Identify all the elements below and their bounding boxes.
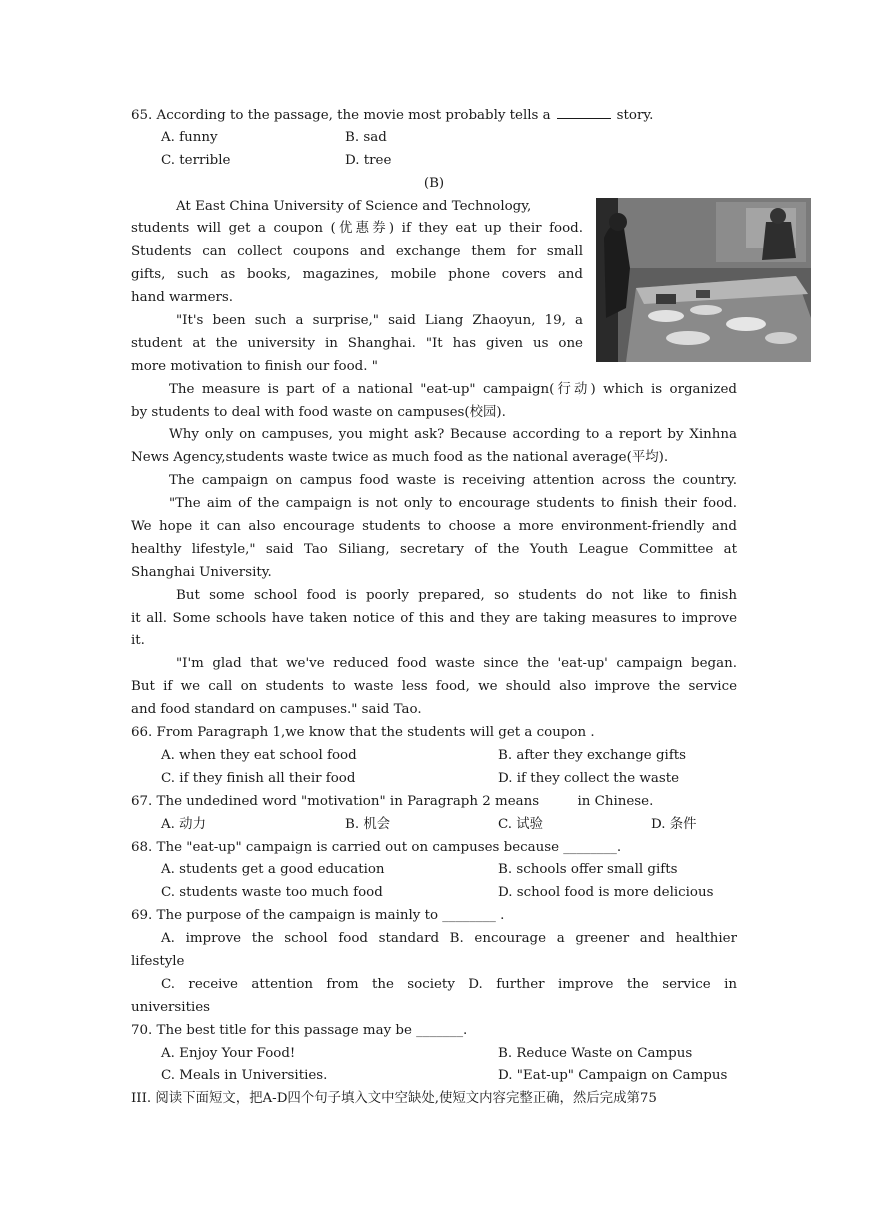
section-b-heading: (B) <box>423 175 445 191</box>
paragraph-6 <box>131 493 737 585</box>
q70-stem: 70. The best title for this passage may be _______. <box>131 1022 468 1038</box>
q69-options-line3: C. receive attention from the society D. further improve the service in <box>161 976 737 992</box>
q66-option-b: B. after they exchange gifts <box>498 747 687 763</box>
q65-options-row1 <box>131 127 737 150</box>
text-line: by students to deal with food waste on campuses(校园). <box>131 404 506 420</box>
q67-options-row <box>131 814 737 837</box>
text-line: Shanghai University. <box>131 564 272 580</box>
q67-option-a: A. 动力 <box>161 816 206 832</box>
paragraph-2 <box>131 310 583 379</box>
q68-options-row1 <box>131 859 737 882</box>
q70-options-row2 <box>131 1065 737 1088</box>
cafeteria-photo-graphic <box>596 198 811 362</box>
paragraph-1 <box>131 196 583 310</box>
q70-option-b: B. Reduce Waste on Campus <box>498 1045 693 1061</box>
text-line: gifts, such as books, magazines, mobile phone covers and <box>131 267 583 283</box>
text-line: But some school food is poorly prepared, so students do not like to finish <box>176 587 737 603</box>
text-line: "The aim of the campaign is not only to encourage students to finish their food. <box>169 496 737 512</box>
text-line: The measure is part of a national "eat-up" campaign(行动) which is organized <box>169 381 737 397</box>
text-line: healthy lifestyle," said Tao Siliang, secretary of the Youth League Committee at <box>131 541 737 557</box>
q70-options-row1 <box>131 1043 737 1066</box>
answer-blank <box>557 104 611 119</box>
q65-options-row2 <box>131 150 737 173</box>
q67-option-d: D. 条件 <box>651 816 697 832</box>
q65-option-a: A. funny <box>161 129 218 145</box>
q70-option-a: A. Enjoy Your Food! <box>161 1045 296 1061</box>
q65-option-d: D. tree <box>345 152 392 168</box>
q66-option-a: A. when they eat school food <box>161 747 357 763</box>
q68-option-a: A. students get a good education <box>161 862 385 878</box>
paragraph-7 <box>131 585 737 654</box>
q67-option-c: C. 试验 <box>498 816 544 832</box>
text-line: We hope it can also encourage students to choose a more environment-friendly and <box>131 519 737 535</box>
q69-options-line4: universities <box>131 999 211 1015</box>
text-line: The campaign on campus food waste is receiving attention across the country. <box>169 473 737 489</box>
text-line: Students can collect coupons and exchange them for small <box>131 244 583 260</box>
q68-options-row2 <box>131 882 737 905</box>
text-line: "I'm glad that we've reduced food waste since the 'eat-up' campaign began. <box>176 656 737 672</box>
paragraph-4 <box>131 424 737 470</box>
q69-options-line1: A. improve the school food standard B. encourage a greener and healthier <box>161 931 737 947</box>
q66-option-d: D. if they collect the waste <box>498 770 680 786</box>
text-line: But if we call on students to waste less food, we should also improve the service <box>131 679 737 695</box>
text-line: it. <box>131 633 145 649</box>
paragraph-3 <box>131 379 737 425</box>
text-line: and food standard on campuses." said Tao. <box>131 702 422 718</box>
q67-stem: 67. The undedined word "motivation" in Paragraph 2 means in Chinese. <box>131 793 654 809</box>
text-line: more motivation to finish our food. " <box>131 358 378 374</box>
text-line: student at the university in Shanghai. "It has given us one <box>131 335 583 351</box>
text-line: "It's been such a surprise," said Liang Zhaoyun, 19, a <box>176 313 583 329</box>
text-line: At East China University of Science and Technology, <box>176 198 532 214</box>
text-line: it all. Some schools have taken notice of this and they are taking measures to improve <box>131 610 737 626</box>
q68-option-c: C. students waste too much food <box>161 885 383 901</box>
question-65 <box>131 104 737 127</box>
q70-option-d: D. "Eat-up" Campaign on Campus <box>498 1068 728 1084</box>
q67-option-b: B. 机会 <box>345 816 391 832</box>
q68-stem: 68. The "eat-up" campaign is carried out on campuses because ________. <box>131 839 622 855</box>
text-line: hand warmers. <box>131 290 234 306</box>
paragraph-8 <box>131 653 737 722</box>
paragraph-5 <box>131 470 737 493</box>
q70-option-c: C. Meals in Universities. <box>161 1068 328 1084</box>
q69-options-line2: lifestyle <box>131 953 185 969</box>
text-line: News Agency,students waste twice as much food as the national average(平均). <box>131 450 669 466</box>
q66-option-c: C. if they finish all their food <box>161 770 356 786</box>
q66-options-row2 <box>131 768 737 791</box>
q69-stem: 69. The purpose of the campaign is mainly to ________ . <box>131 908 505 924</box>
q65-option-b: B. sad <box>345 129 387 145</box>
section-3-instructions: III. 阅读下面短文，把A-D四个句子填入文中空缺处,使短文内容完整正确，然后完成第75 <box>131 1091 657 1107</box>
q65-option-c: C. terrible <box>161 152 231 168</box>
q66-stem: 66. From Paragraph 1,we know that the students will get a coupon . <box>131 725 595 741</box>
q65-stem: 65. According to the passage, the movie most probably tells a <box>131 108 551 123</box>
text-line: students will get a coupon (优惠券) if they eat up their food. <box>131 221 583 237</box>
cafeteria-photo <box>596 198 811 362</box>
q66-options-row1 <box>131 745 737 768</box>
text-line: Why only on campuses, you might ask? Because according to a report by Xinhna <box>169 427 737 443</box>
q68-option-d: D. school food is more delicious <box>498 885 714 901</box>
q65-suffix: story. <box>616 108 654 123</box>
q68-option-b: B. schools offer small gifts <box>498 862 678 878</box>
